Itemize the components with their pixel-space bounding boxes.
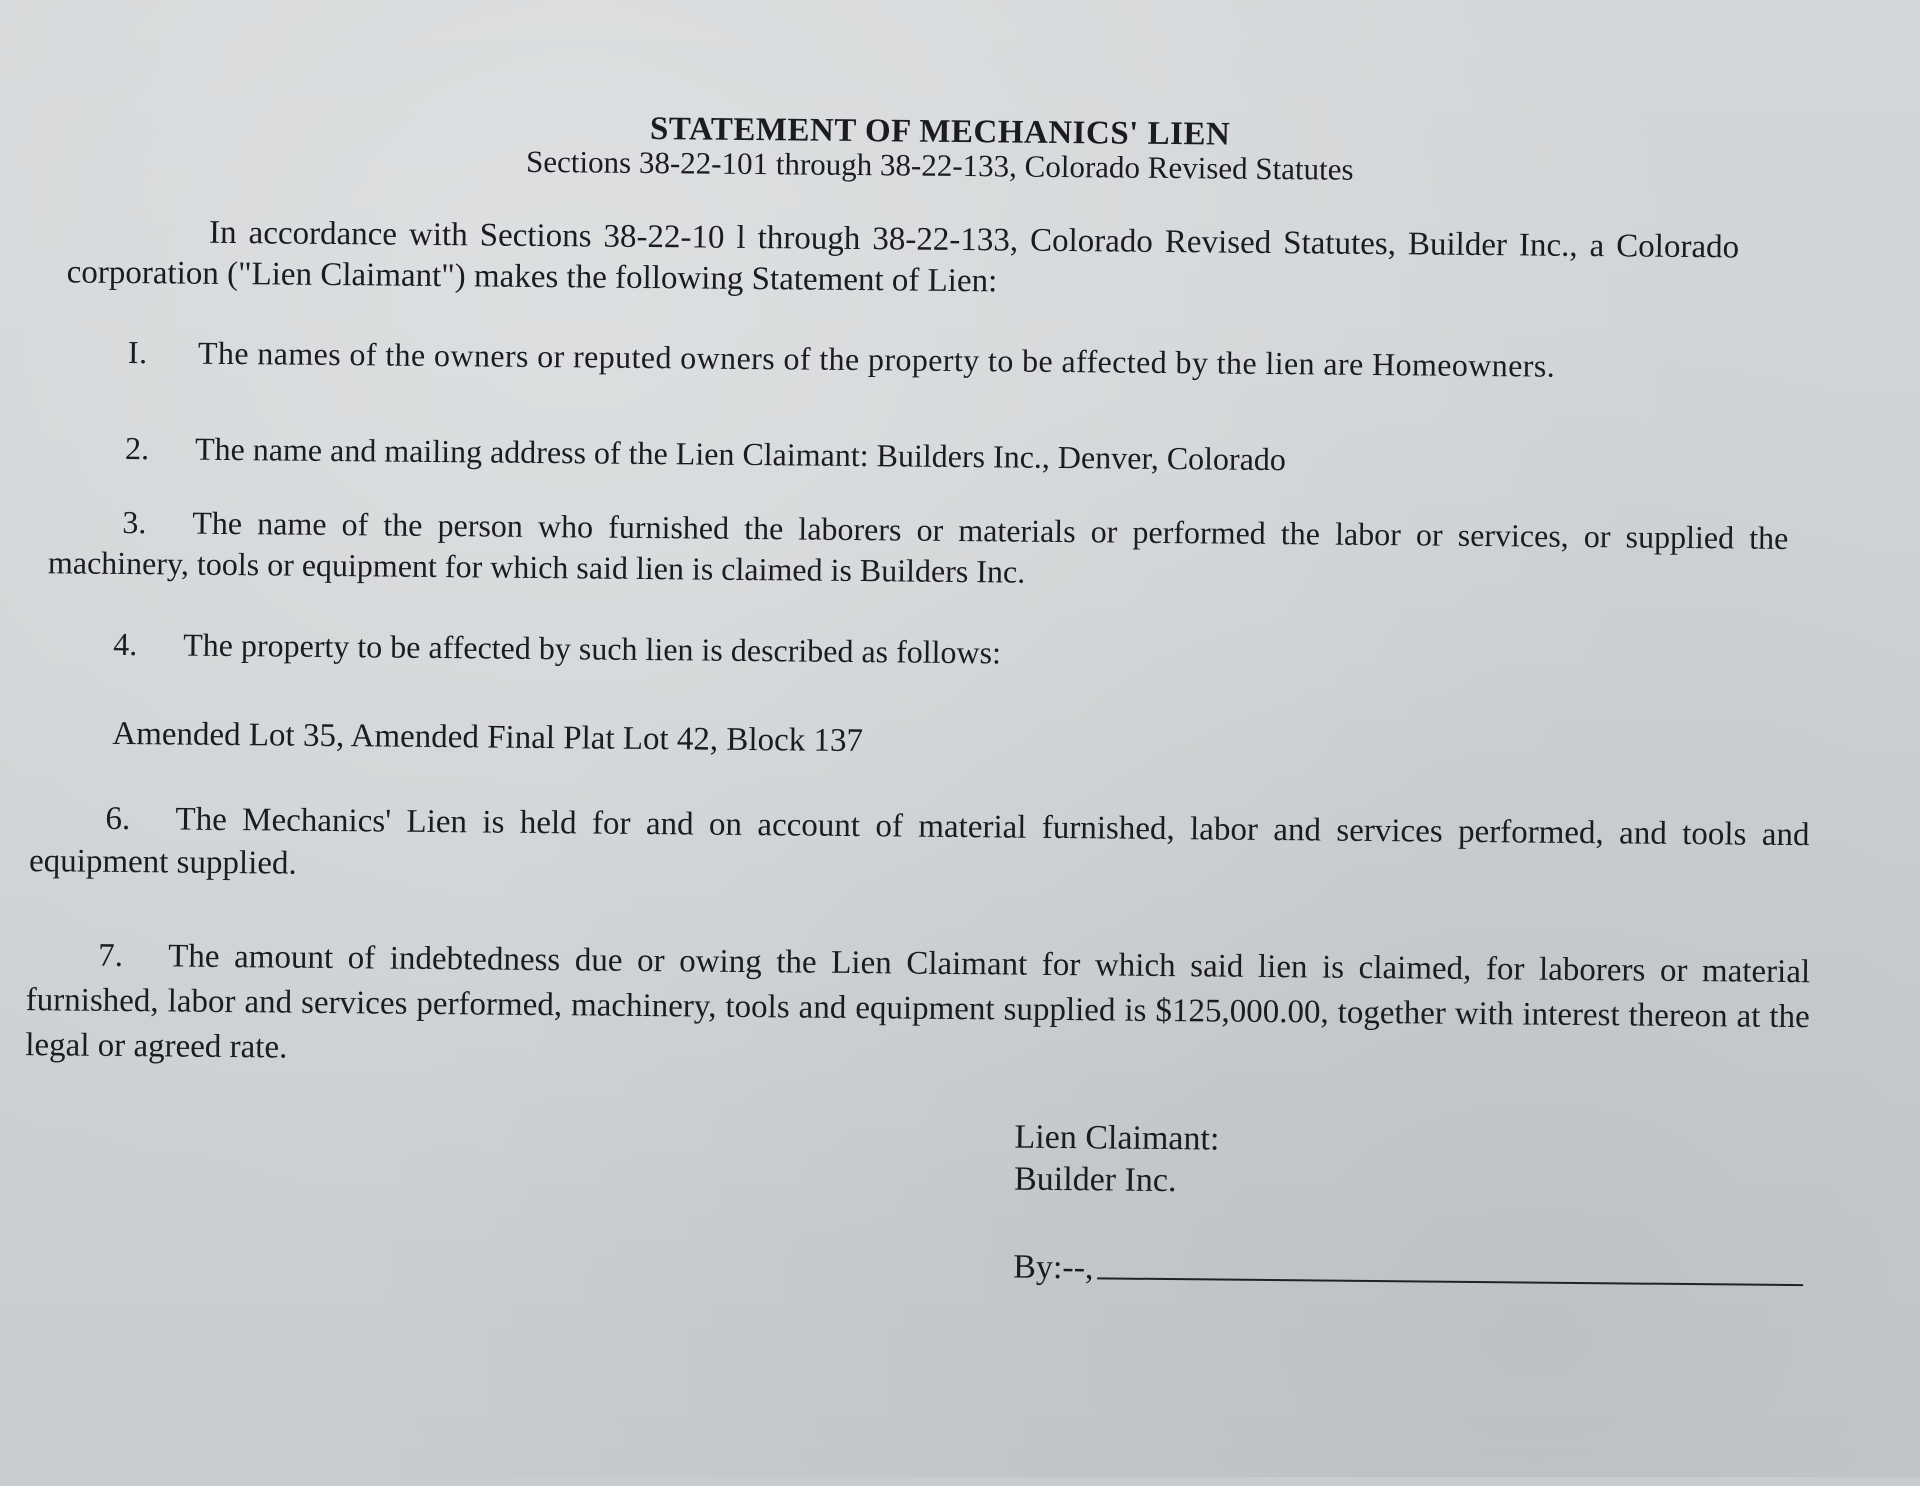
item-text: The amount of indebtedness due or owing the Lien Claimant for which said lien is claimed, for laborers or material furnished, labor and services performed, machinery, tools and equipment supplied is $125,000.00, together with interest thereon at the legal or agreed rate. xyxy=(25,938,1811,1066)
item-number: 2. xyxy=(124,430,150,467)
intro-paragraph: In accordance with Sections 38-22-10 l through 38-22-133, Colorado Revised Statutes, Builder Inc., a Colorado corporation ("Lien Claimant") makes the following Statement of Lien: xyxy=(66,214,1740,300)
list-item xyxy=(48,501,1789,600)
signature-block xyxy=(1014,1117,1220,1203)
signature-rule xyxy=(1097,1277,1803,1286)
document-subtitle: Sections 38-22-101 through 38-22-133, Colorado Revised Statutes xyxy=(525,143,1354,187)
property-description: Amended Lot 35, Amended Final Plat Lot 42, Block 137 xyxy=(112,715,864,760)
document-title: STATEMENT OF MECHANICS' LIEN xyxy=(649,111,1231,153)
signature-label: Lien Claimant: xyxy=(1014,1118,1220,1158)
item-number: 6. xyxy=(105,800,131,838)
item-text: The name of the person who furnished the laborers or materials or performed the labor or services, or supplied the machinery, tools or equipment for which said lien is claimed is Builders Inc. xyxy=(47,504,1789,590)
item-text: The Mechanics' Lien is held for and on account of material furnished, labor and services performed, and tools and equipment supplied. xyxy=(28,801,1810,882)
list-item xyxy=(113,624,1313,677)
list-item xyxy=(125,428,1525,482)
item-text: The name and mailing address of the Lien Claimant: Builders Inc., Denver, Colorado xyxy=(194,430,1287,478)
list-item xyxy=(25,933,1810,1085)
item-number: 7. xyxy=(98,937,124,975)
item-number: I. xyxy=(127,334,148,371)
item-number: 4. xyxy=(113,625,138,663)
list-item xyxy=(29,797,1810,900)
item-text: The property to be affected by such lien is described as follows: xyxy=(183,626,1002,671)
item-text: The names of the owners or reputed owners of the property to be affected by the lien are Homeowners. xyxy=(197,334,1556,384)
item-number: 3. xyxy=(122,503,147,541)
by-label: By:--, xyxy=(1013,1248,1094,1287)
signature-line xyxy=(1013,1249,1804,1295)
list-item xyxy=(128,332,1708,388)
signature-name: Builder Inc. xyxy=(1013,1160,1177,1200)
